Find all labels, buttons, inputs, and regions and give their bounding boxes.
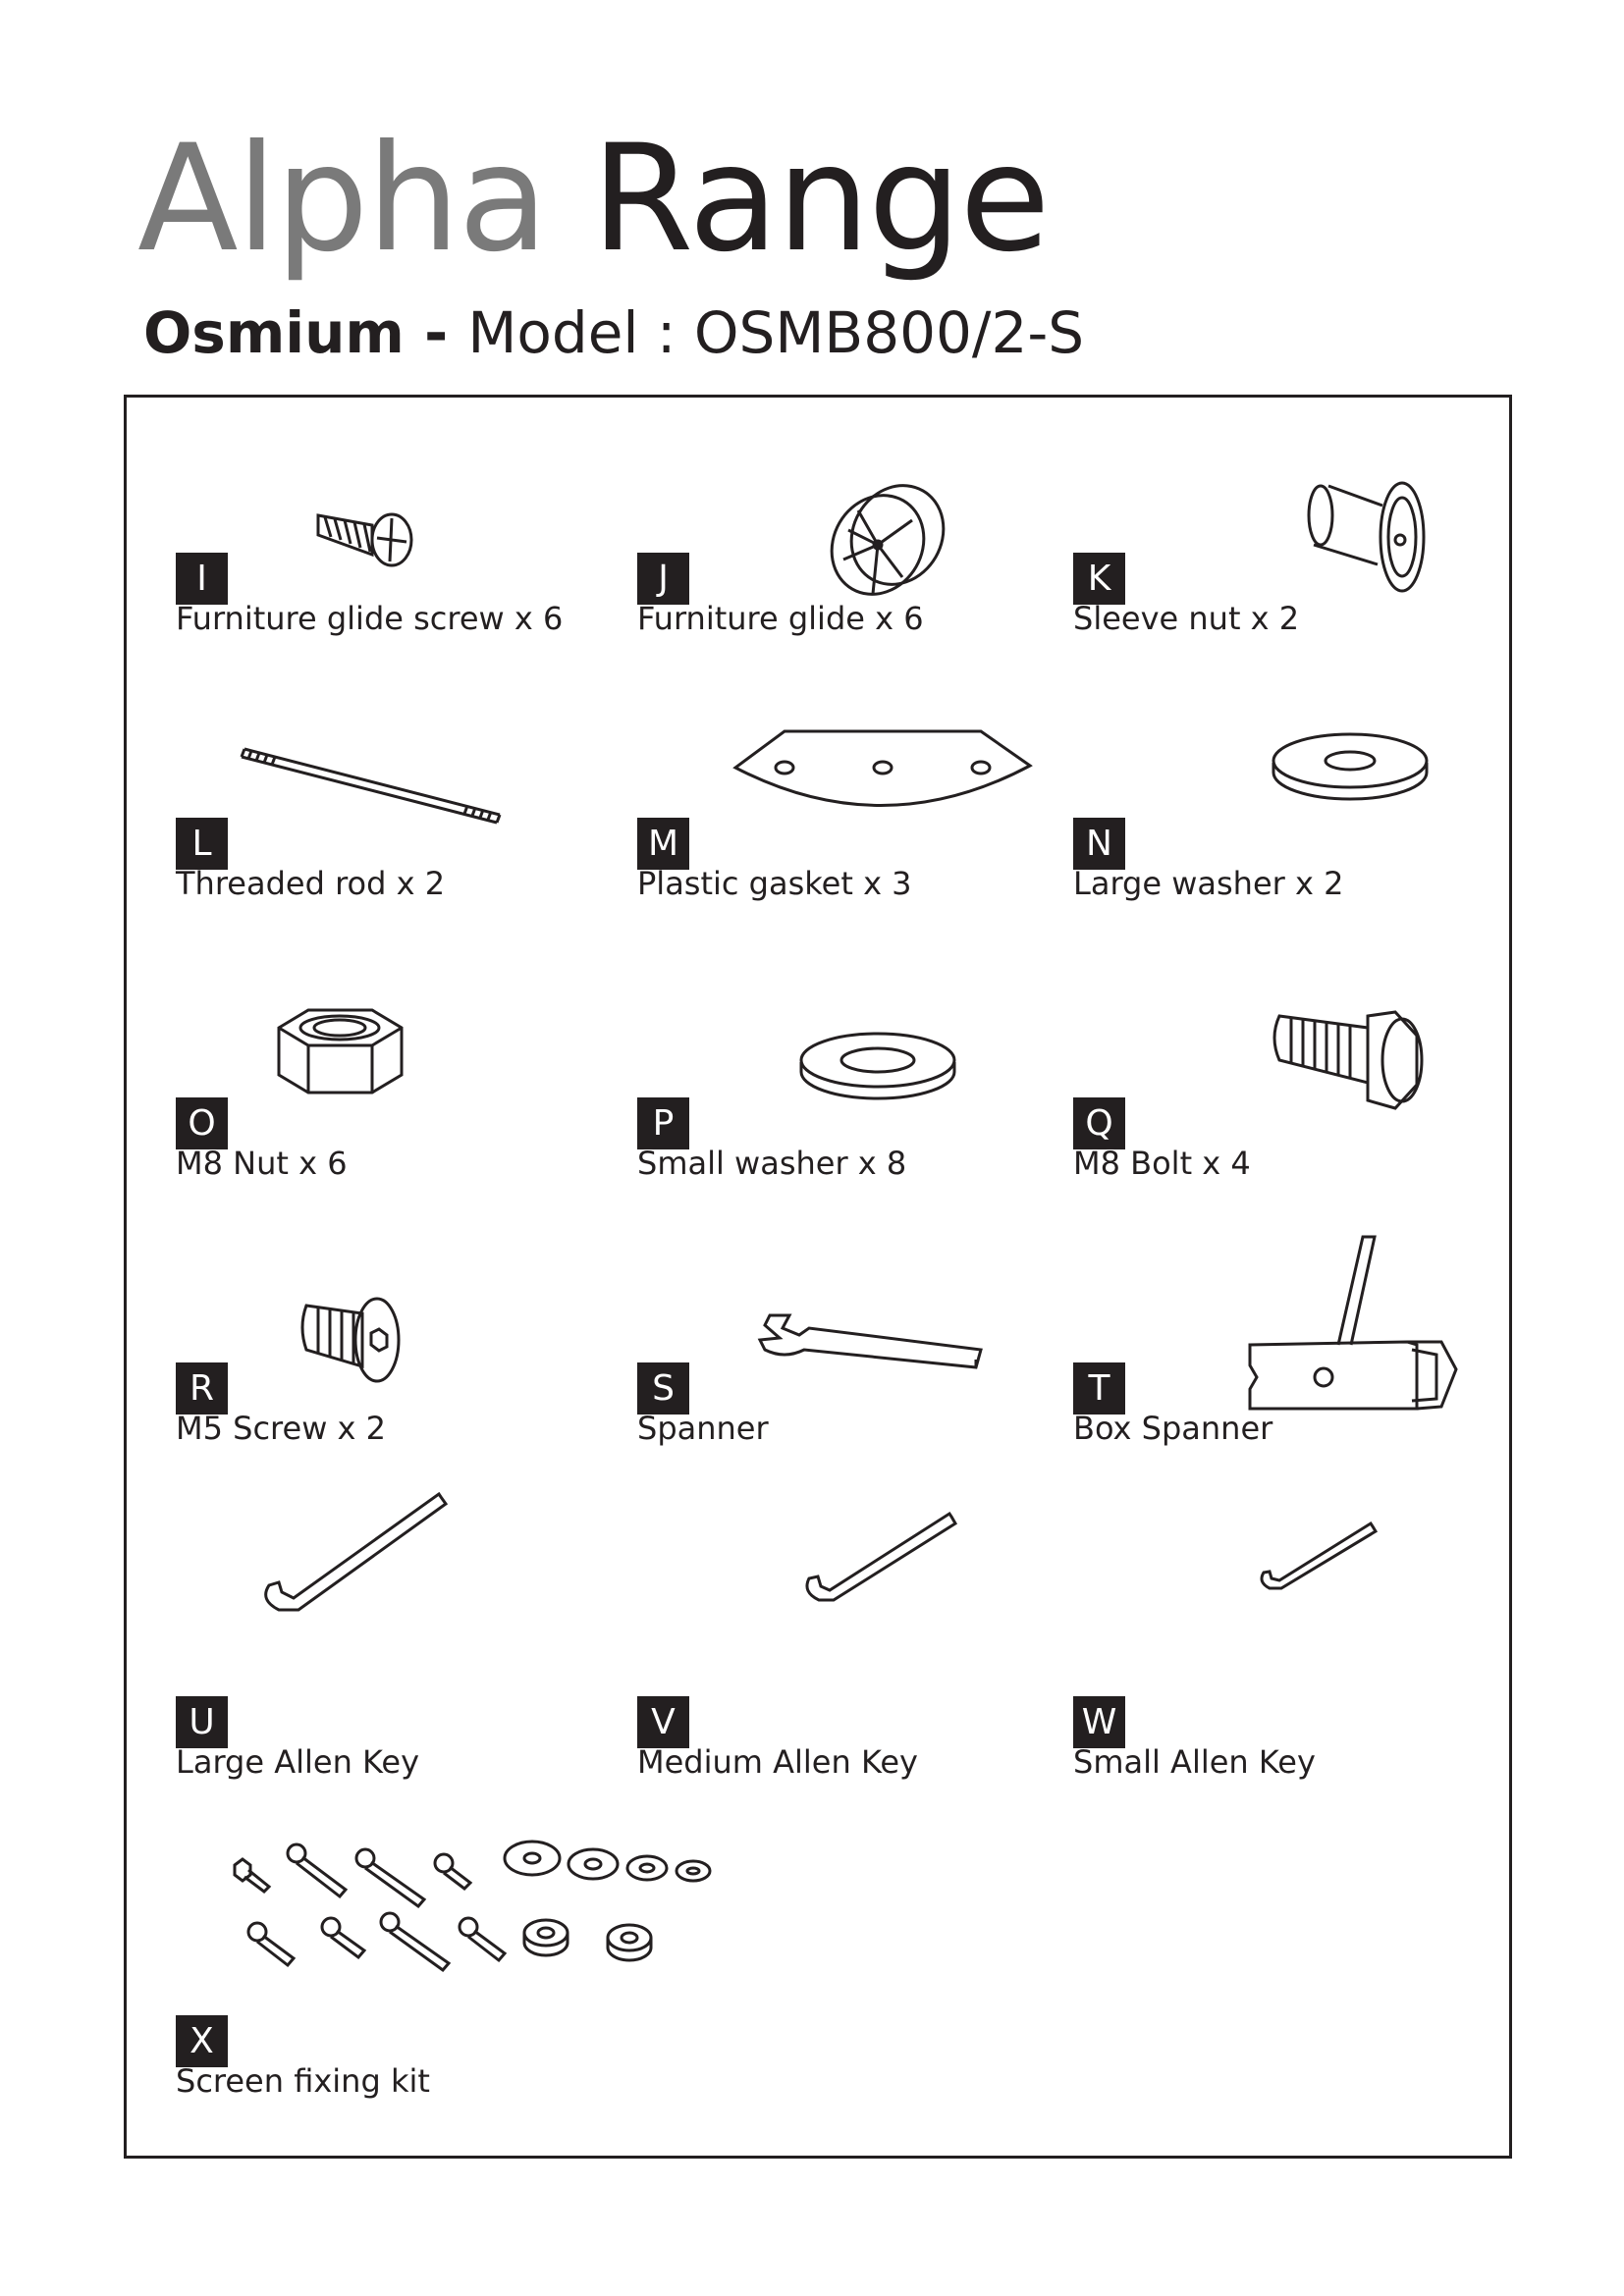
part-label: Threaded rod x 2: [176, 865, 446, 902]
part-label: Screen fixing kit: [176, 2062, 430, 2100]
small-washer-icon: [799, 1031, 956, 1109]
part-letter: Q: [1073, 1097, 1125, 1149]
part-letter: O: [176, 1097, 228, 1149]
part-q: [1073, 1006, 1427, 1193]
part-letter: M: [637, 818, 689, 870]
m8-bolt-icon: [1270, 1006, 1427, 1114]
furniture-glide-icon: [819, 461, 966, 599]
model-subtitle: [143, 299, 1085, 366]
part-letter: S: [637, 1362, 689, 1415]
part-i: [176, 461, 564, 648]
part-letter: L: [176, 818, 228, 870]
part-label: Small Allen Key: [1073, 1743, 1316, 1781]
part-j: [637, 461, 991, 648]
part-label: Plastic gasket x 3: [637, 865, 912, 902]
part-x: [176, 1831, 529, 2106]
small-allen-key-icon: [1250, 1522, 1387, 1605]
part-n: [1073, 726, 1427, 913]
page-title: [137, 114, 1049, 285]
part-p: [637, 1006, 991, 1193]
part-m: [637, 726, 991, 913]
m8-nut-icon: [274, 1006, 406, 1114]
part-r: [176, 1271, 529, 1458]
part-letter: V: [637, 1696, 689, 1748]
part-label: Box Spanner: [1073, 1410, 1273, 1447]
part-label: Medium Allen Key: [637, 1743, 918, 1781]
model-code: Model : OSMB800/2-S: [467, 299, 1085, 366]
box-spanner-icon: [1245, 1232, 1461, 1418]
part-letter: X: [176, 2015, 228, 2067]
medium-allen-key-icon: [794, 1512, 971, 1620]
part-o: [176, 1006, 529, 1193]
part-letter: R: [176, 1362, 228, 1415]
title-alpha: Alpha: [137, 114, 547, 285]
sleeve-nut-icon: [1304, 476, 1432, 604]
large-allen-key-icon: [254, 1492, 451, 1629]
threaded-rod-icon: [240, 741, 510, 829]
part-v: [637, 1605, 991, 1791]
part-label: Large Allen Key: [176, 1743, 420, 1781]
part-letter: W: [1073, 1696, 1125, 1748]
plastic-gasket-icon: [731, 726, 1035, 839]
spanner-icon: [755, 1310, 991, 1384]
part-letter: P: [637, 1097, 689, 1149]
part-letter: N: [1073, 818, 1125, 870]
large-washer-icon: [1272, 731, 1434, 810]
part-letter: U: [176, 1696, 228, 1748]
part-letter: I: [176, 553, 228, 605]
part-label: Small washer x 8: [637, 1145, 907, 1182]
part-label: Large washer x 2: [1073, 865, 1344, 902]
part-label: M8 Nut x 6: [176, 1145, 348, 1182]
m5-screw-icon: [298, 1296, 406, 1384]
part-t: [1073, 1232, 1427, 1458]
part-label: Furniture glide screw x 6: [176, 600, 564, 637]
part-u: [176, 1605, 529, 1791]
screen-fixing-kit-icon: [230, 1831, 740, 1978]
part-label: Sleeve nut x 2: [1073, 600, 1300, 637]
model-name: Osmium: [143, 299, 405, 366]
part-letter: T: [1073, 1362, 1125, 1415]
part-label: M5 Screw x 2: [176, 1410, 386, 1447]
part-label: M8 Bolt x 4: [1073, 1145, 1251, 1182]
part-k: [1073, 461, 1427, 648]
part-letter: J: [637, 553, 689, 605]
part-label: Furniture glide x 6: [637, 600, 924, 637]
furniture-glide-screw-icon: [313, 501, 421, 569]
title-range: Range: [591, 114, 1049, 285]
part-l: [176, 726, 529, 913]
part-letter: K: [1073, 553, 1125, 605]
part-label: Spanner: [637, 1410, 769, 1447]
part-w: [1073, 1605, 1427, 1791]
part-s: [637, 1271, 991, 1458]
model-separator: -: [404, 299, 468, 366]
